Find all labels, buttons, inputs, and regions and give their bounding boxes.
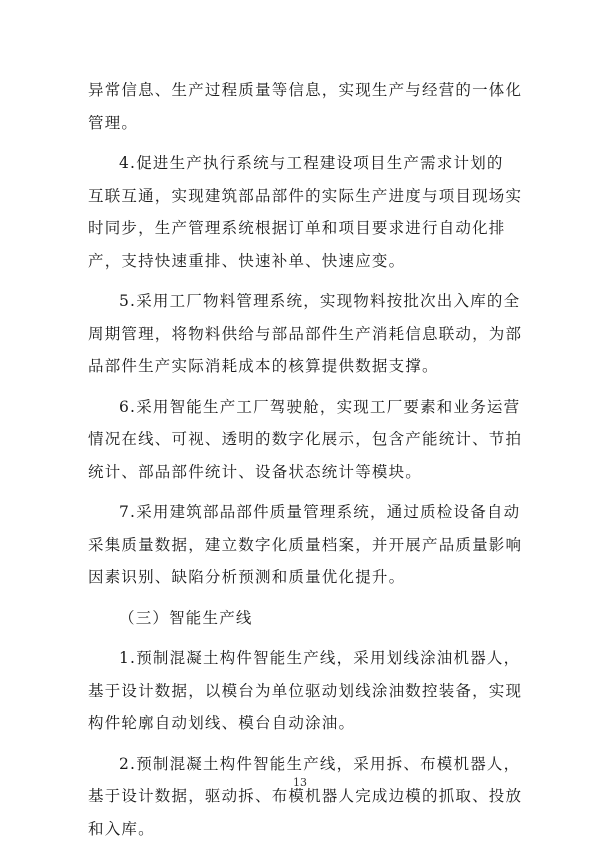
text-line: 6.采用智能生产工厂驾驶舱，实现工厂要素和业务运营 — [119, 397, 521, 416]
text-line: 1.预制混凝土构件智能生产线，采用划线涂油机器人， — [119, 649, 521, 667]
text-line: 时同步，生产管理系统根据订单和项目要求进行自动化排 — [88, 219, 506, 237]
text-line: 管理。 — [88, 113, 139, 132]
text-line: 2.预制混凝土构件智能生产线，采用拆、布模机器人， — [119, 754, 521, 773]
text-line: 5.采用工厂物料管理系统，实现物料按批次出入库的全 — [119, 292, 521, 310]
paragraph-line-item-1 — [88, 642, 523, 740]
text-line: 7.采用建筑部品部件质量管理系统，通过质检设备自动 — [119, 503, 521, 521]
paragraph-continuation — [88, 74, 523, 139]
text-line: 统计、部品部件统计、设备状态统计等模块。 — [88, 462, 423, 481]
paragraph-line-item-2 — [88, 748, 523, 846]
paragraph-item-7 — [88, 496, 523, 594]
paragraph-item-4 — [88, 147, 523, 277]
text-line: 构件轮廓自动划线、模台自动涂油。 — [88, 714, 356, 732]
text-line: 基于设计数据，驱动拆、布模机器人完成边模的抓取、投放 — [88, 787, 523, 805]
section-heading: （三）智能生产线 — [119, 608, 253, 627]
text-line: 因素识别、缺陷分析预测和质量优化提升。 — [88, 568, 406, 586]
text-line: 采集质量数据，建立数字化质量档案，并开展产品质量影响 — [88, 535, 523, 554]
text-line: 基于设计数据，以模台为单位驱动划线涂油数控装备，实现 — [88, 681, 523, 700]
text-line: 品部件生产实际消耗成本的核算提供数据支撑。 — [88, 357, 439, 375]
text-line: 产，支持快速重排、快速补单、快速应变。 — [88, 251, 406, 270]
text-line: 4.促进生产执行系统与工程建设项目生产需求计划的 — [119, 154, 504, 172]
page-number: 13 — [293, 776, 307, 789]
document-body — [88, 74, 523, 853]
text-line: 和入库。 — [88, 819, 155, 838]
text-line: 情况在线、可视、透明的数字化展示，包含产能统计、节拍 — [88, 430, 523, 448]
paragraph-item-5 — [88, 285, 523, 383]
text-line: 异常信息、生产过程质量等信息，实现生产与经营的一体化 — [88, 81, 523, 99]
paragraph-item-6 — [88, 391, 523, 489]
text-line: 周期管理，将物料供给与部品部件生产消耗信息联动，为部 — [88, 324, 523, 343]
text-line: 互联互通，实现建筑部品部件的实际生产进度与项目现场实 — [88, 186, 523, 205]
